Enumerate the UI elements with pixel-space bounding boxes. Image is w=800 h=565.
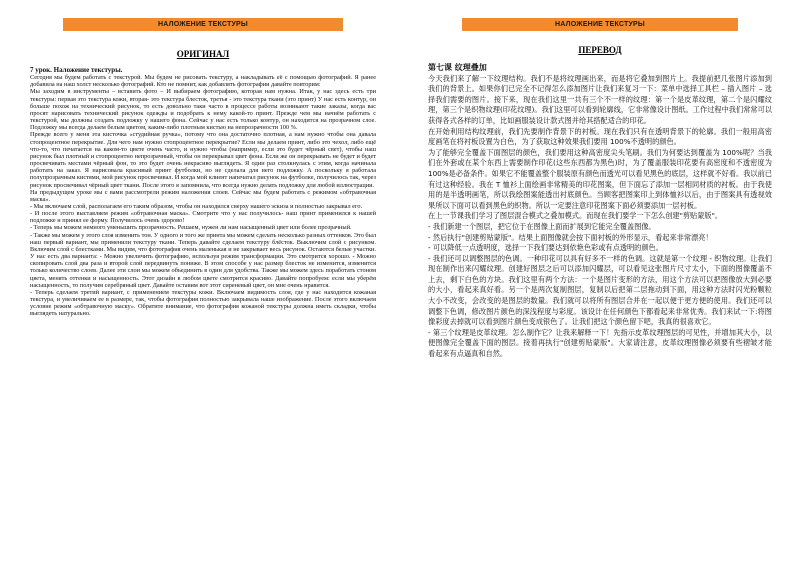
- paragraph: 在开始利用结构纹理前，我们先要制作背景下的衬板。现在我们只有在透明背景下的轮廓。我们一般用高密度画笔在将衬板设置为白色，为了获取这种效果我们要用 100%不透明的颜色。: [428, 126, 772, 147]
- paragraph: - 我们还可以调整图层的色调。一种印花可以具有好多不一样的色调。这就是第一个纹理 - 织物纹理。让我们现在制作出来闪耀纹理。创建好图层之后可以添加闪耀层，可以看见这张图片尺寸太小，下面的图像覆盖不上去，剩下白色的方块。我们这里有两个方法：一个是图片变形的方法，用这个方法可以把图像放大到必要的大小，看起来真好看。另一个是两次复制图层，复制以后把第二层拖动到下面，用这种方法时闪光粉颗粒大小不改变，会改变的是图层的数量。我们就可以将所有图层合并在一起以便于更方便的使用。我们还可以调整下色调，修改图片颜色的深浅程度与彩度。该设计在任何颜色下都看起来非常优秀。我们来试一下:将图像彩度去掉就可以看到图片颜色变成银色了。让我们把这个颜色留下吧，我真的很喜欢它。: [428, 253, 772, 327]
- paragraph: - 第三个纹理是皮革纹理。怎么制作它？让我来解释一下！先指示皮革纹理图层的可见性，并增加其大小，以便图像完全覆盖下面的图层。接着再执行"创建剪贴蒙版"。大家请注意，皮革纹理图像必须要有些褶皱才能看起来有点逼真和自然。: [428, 327, 772, 359]
- lesson-title: 第七课 纹理叠加: [428, 63, 487, 72]
- translation-text: [428, 63, 772, 360]
- original-page: [30, 18, 376, 548]
- paragraph: Мы заходим в инструменты – вставить фото – И выбираем фотографию, которая нам нужна. Итак, у нас здесь есть три текстуры: первая это текстура кожи, вторая- это текстура блесток, третья - это текстура ткани (это принт) У нас есть контур, он больше похож на технический рисунок, то есть довольно таки часто в процессе работы возникают такие заказы, когда вас просят нарисовать технический рисунок одежды и подобрать к нему какой-то принт. Прежде чем мы начнём работать с текстурой, мы должны создать подложку у нашего фона. Сейчас у нас есть только контур, он находится на прозрачном слое. Подложку мы всегда делаем белым цветом, каким-либо плотным кистью на непрозрачности 100 %.: [30, 88, 376, 132]
- page-banner: НАЛОЖЕНИЕ ТЕКСТУРЫ: [462, 18, 738, 31]
- paragraph: На предыдущем уроке мы с вами рассмотрели режим наложения слоев. Сейчас мы будем работать с режимом «обтравочная маска».: [30, 188, 376, 203]
- paragraph: Прежде всего у меня эта кисточка «студийная ручка», потому что она достаточно плотная, а нам нужно чтобы она давала стопроцентное перекрытие. Для чего нам нужно стопроцентное перекрытие? Если мы делаем принт, либо это чехол, либо ещё что-то, что печатается на каком-то цвете очень часто, и нужно чтобы (например, если это будет чёрный свет), чтобы наш рисунок был плотный и стопроцентно непрозрачный, чтобы он перекрывал цвет фона. Если же он перекрывать не будет и будет просвечивать местами чёрный фон, то это будет очень некрасиво выглядеть. Я один раз столкнулась с этим, когда начинала работать на заказ. Я нарисовала красивый принт футболки, но не сделала для него подложку. А поскольку я работала полупрозрачным кистями, мой рисунок просвечивал. И когда мой клиент напечатал рисунок на футболке, получилось так, через рисунок просвечивал чёрный цвет ткани. После этого я запомнила, что всегда нужно делать подложку для любой иллюстрации.: [30, 131, 376, 189]
- paragraph: - И после этого выставляем режим «обтравочная маска». Смотрите что у нас получилось- наш принт применился к нашей подложке и принял ее форму. Получилось очень здорово!: [30, 210, 376, 225]
- translation-page: [428, 18, 772, 548]
- page-banner: НАЛОЖЕНИЕ ТЕКСТУРЫ: [63, 18, 343, 31]
- paragraph: 为了能够完全覆盖下面图层的颜色，我们要用这种高密度尖头笔刷。我们为何要达到覆盖为 100%呢？当我们在外套或在某个东西上需要制作印花(这些东西都为黑色)时，为了覆盖服装印花要有高密度和不透密度为 100%是必备条件。如果它不能覆盖整个服装原有颜色而透光可以看见黑色的底层，这样就不好看。我以前已有过这种经验。我在 T 恤衫上面绘画非常精美的印花图案，但下面忘了添加一层相同材质的衬板。由于我使用的是半透明画笔，所以我绘图案能透出衬底颜色。当顾客把图案印上到体恤衫以后，由于图案具有透视效果所以下面可以看到黑色的织物。所以一定要注意印花图案下面必须要添加一层衬板。: [428, 147, 772, 210]
- paragraph: - 我们新建一个图层，把它位于在图像上面而扩展到它能完全覆盖图像。: [428, 221, 656, 231]
- paragraph: - Также мы можем у этого слоя изменить тон. У одного и того же принта мы можем сделать несколько разных оттенков. Это был наш первый вариант, мы применили текстуру ткани. Теперь давайте сделаем текстуру блёсток. Выключим слой с рисунком. Включим слой с блестками. Мы видим, что фотография очень маленькая и не закрывает весь рисунок. Остаются белые участки. У нас есть два варианта: - Можно увеличить фотографию, используя режим трансформации. Это смотрится хорошо. - Можно скопировать слой два раза и второй слой передвинуть пониже. В этом способе у нас размер блесток не изменится, изменится только количество слоев. Далее эти слои мы можем объединить в один для удобства. Также мы можем здесь поработать стоном цвета, менять оттенки и насыщенность. Этот дизайн в любом цвете смотрится красиво. Давайте попробуем: если мы уберём насыщенность, то получим серебряный цвет. Давайте оставим вот этот сиреневый цвет, он мне очень нравится.: [30, 231, 376, 289]
- original-text: [30, 67, 376, 317]
- lesson-title: 7 урок. Наложение текстуры.: [30, 66, 123, 74]
- column-title-translation: ПЕРЕВОД: [578, 45, 622, 55]
- paragraph: - 可以降低一点透明度，选择一下我们要达到依艳色彩或有点透明的颜色。: [428, 243, 663, 253]
- column-title-original: ОРИГИНАЛ: [176, 49, 230, 59]
- paragraph: - Теперь мы можем немного уменьшить прозрачность. Решаем, нужен ли нам насыщенный цвет или более прозрачный.: [30, 224, 352, 232]
- paragraph: - Мы включаем слой, располагаем его таким образом, чтобы он находился сверху нашего эскиза и полностью закрывал его.: [30, 202, 363, 210]
- paragraph: Сегодня мы будем работать с текстурой. Мы будем не рисовать текстуру, а накладывать её с помощью фотографий. Я ранее добавила на наш холст несколько фотографий. Кто не помнит, как добавлять фотографии давайте повторим:: [30, 74, 376, 89]
- paragraph: - 然后执行"创建剪贴蒙版"。结果上面图像就会按下面衬板的外形显示，看起来非常漂亮！: [428, 232, 713, 242]
- paragraph: 今天我们来了解一下纹理结构。我们不是将纹理画出来，而是将它叠加到图片上。我提前把几张图片添加到我们的背景上。如果你们已完全不记得怎么添加图片让我们来复习一下：菜单中选择工具栏 – 插入图片 – 选择我们需要的图片。接下来，现在我们这里一共有三个不一样的纹理：第一个是皮革纹理，第二个是闪耀纹理，第三个是织物纹理(印花纹理)。我们这里可以看到轮廓线，它非常像设计图纸。工作过程中我们常常可以获得各式各样的订单，比如画服装设计款式图并给其搭配适合的印花。: [428, 73, 772, 125]
- paragraph: 在上一节课我们学习了图层混合模式之叠加模式。而现在我们要学一下怎么创建"剪贴蒙版"。: [428, 211, 723, 221]
- paragraph: - Теперь сделаем третий вариант, с применением текстуры кожи. Включаем видимость слоя, где у нас находится кожаная текстура, и увеличиваем ее в размере, так, чтобы фотография полностью закрывала наше изображение. После этого включаем условие режим «обтравочную маску». Обратите внимание, что фотография кожаной текстуры должна иметь складки, чтобы выглядеть натурально.: [30, 288, 376, 318]
